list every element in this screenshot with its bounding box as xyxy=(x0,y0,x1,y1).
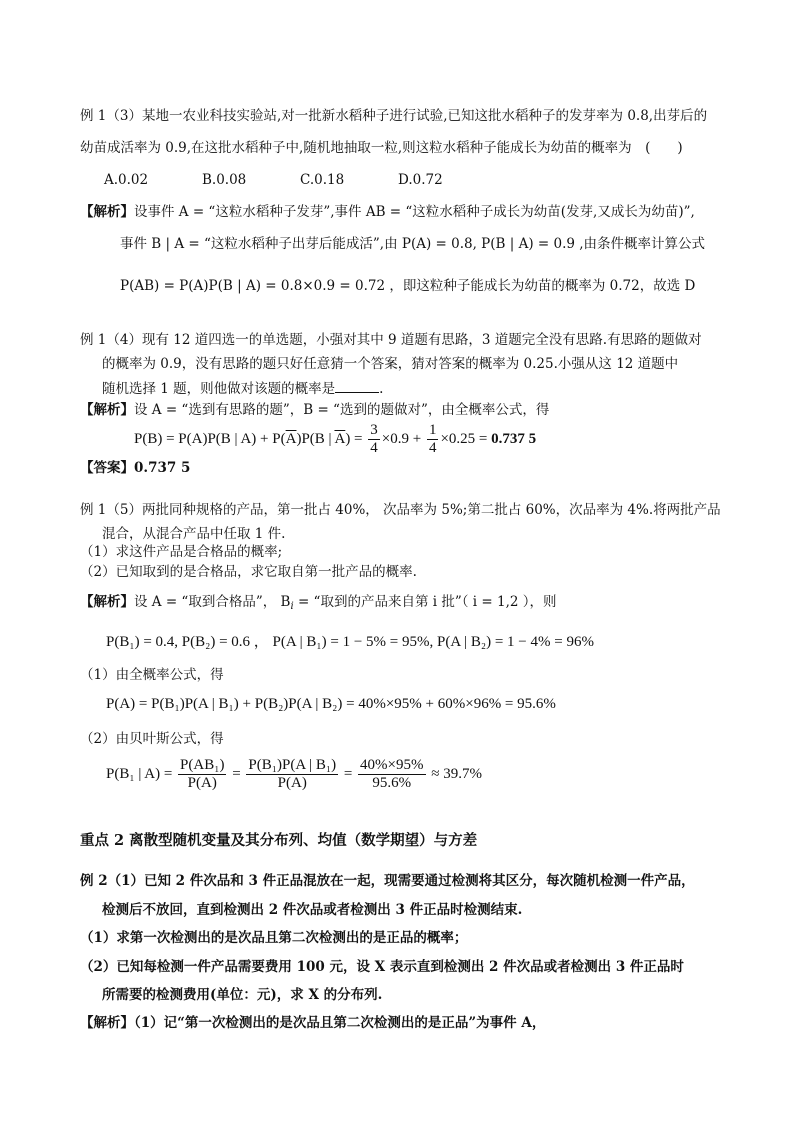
subscript-i: i xyxy=(290,601,294,612)
numerator: 3 xyxy=(370,422,378,439)
denominator: P(A) xyxy=(246,774,338,792)
complement-a: $\overline{A}$ xyxy=(285,431,297,447)
part1-label: （1）由全概率公式，得 xyxy=(80,667,224,683)
equals: = xyxy=(343,766,353,782)
ex1-4-answer xyxy=(80,459,190,477)
ex1-4-line3-text: 随机选择 1 题，则他做对该题的概率是 xyxy=(102,381,336,397)
choice-a: A.0.02 xyxy=(104,172,149,188)
solution-text: （1）记“第一次检测出的是次品且第二次检测出的是正品”为事件 A， xyxy=(134,1015,546,1031)
solution-tag: 【解析】 xyxy=(80,1015,134,1031)
numerator: 40%×95% xyxy=(360,757,424,774)
bayes-fraction-1 xyxy=(178,757,226,792)
ex1-5-question2: （2）已知取到的是合格品，求它取自第一批产品的概率. xyxy=(80,564,417,580)
ex1-4-solution-line1 xyxy=(80,401,549,419)
answer-blank xyxy=(335,379,379,393)
ex1-4-line3 xyxy=(102,379,383,398)
solution-text: 设 A = “取到合格品”， B xyxy=(134,594,291,610)
total-probability-result: P(A) = P(B₁)P(A | B₁) + P(B₂)P(A | B₂) = 40%×95% + 60%×96% = 95.6% xyxy=(106,696,556,712)
ex1-5-line2: 混合，从混合产品中任取 1 件. xyxy=(102,526,286,542)
ex1-3-solution-line2: 事件 B | A = “这粒水稻种子出芽后能成活”,由 P(A) = 0.8, P(B | A) = 0.9 ,由条件概率计算公式 xyxy=(120,236,706,252)
formula-part: P(B) = P(A)P(B | A) + P( xyxy=(134,431,286,447)
formula-part: ×0.25 = xyxy=(440,431,492,447)
complement-a: $\overline{A}$ xyxy=(334,431,346,447)
solution-tag: 【解析】 xyxy=(80,594,134,610)
ex1-4-line2: 的概率为 0.9，没有思路的题只好任意猜一个答案，猜对答案的概率为 0.25.小强从这 12 道题中 xyxy=(102,356,679,372)
bayes-formula xyxy=(106,756,482,792)
equals: = xyxy=(232,766,241,782)
ex2-1-line1: 例 2（1）已知 2 件次品和 3 件正品混放在一起，现需要通过检测将其区分，每次随机检测一件产品， xyxy=(80,873,695,889)
bayes-lhs: P(B₁ | A) = xyxy=(106,766,173,782)
choice-b: B.0.08 xyxy=(202,172,247,188)
ex2-1-question2-line1: （2）已知每检测一件产品需要费用 100 元，设 X 表示直到检测出 2 件次品或者检测出 3 件正品时 xyxy=(80,959,684,975)
bayes-result: ≈ 39.7% xyxy=(431,766,482,782)
bayes-fraction-3 xyxy=(358,757,425,792)
numerator: P(B₁)P(A | B₁) xyxy=(248,757,337,774)
ex2-1-question2-line2: 所需要的检测费用(单位：元)，求 X 的分布列. xyxy=(102,987,383,1003)
solution-text: = “取到的产品来自第 i 批”（ i = 1,2 ），则 xyxy=(293,594,557,610)
ex1-5-line1: 例 1（5）两批同种规格的产品，第一批占 40%， 次品率为 5%;第二批占 60%，次品率为 4%.将两批产品 xyxy=(80,502,721,518)
solution-tag: 【解析】 xyxy=(80,402,134,418)
ex1-4-line1: 例 1（4）现有 12 道四选一的单选题，小强对其中 9 道题有思路，3 道题完全没有思路.有思路的题做对 xyxy=(80,332,702,348)
formula-part: )P(B | xyxy=(296,431,335,447)
denominator: P(A) xyxy=(178,774,226,792)
ex2-1-solution xyxy=(80,1014,545,1032)
ex1-5-question1: （1）求这件产品是合格品的概率; xyxy=(80,544,283,560)
answer-value: 0.737 5 xyxy=(134,460,191,476)
numerator: P(AB₁) xyxy=(180,757,225,774)
part2-label: （2）由贝叶斯公式，得 xyxy=(80,731,224,747)
choice-d: D.0.72 xyxy=(398,172,443,188)
ex1-3-line2: 幼苗成活率为 0.9,在这批水稻种子中,随机地抽取一粒,则这粒水稻种子能成长为幼苗的概率为 ( ) xyxy=(80,140,683,156)
answer-tag: 【答案】 xyxy=(80,460,134,476)
section-heading: 重点 2 离散型随机变量及其分布列、均值（数学期望）与方差 xyxy=(80,832,478,849)
bayes-fraction-2 xyxy=(246,757,338,792)
solution-text: 设事件 A = “这粒水稻种子发芽”,事件 AB = “这粒水稻种子成长为幼苗(发芽,又成长为幼苗)”, xyxy=(134,204,695,220)
solution-text: 设 A = “选到有思路的题”，B = “选到的题做对”，由全概率公式，得 xyxy=(134,402,550,418)
ex2-1-line2: 检测后不放回，直到检测出 2 件次品或者检测出 3 件正品时检测结束. xyxy=(102,902,523,918)
ex1-3-choices xyxy=(104,171,496,189)
ex1-3-line1: 例 1（3）某地一农业科技实验站,对一批新水稻种子进行试验,已知这批水稻种子的发芽率为 0.8,出芽后的 xyxy=(80,108,708,124)
denominator: 4 xyxy=(428,440,437,457)
ex1-4-line3-end: . xyxy=(379,381,384,397)
choice-c: C.0.18 xyxy=(300,172,345,188)
ex1-3-solution-line3: P(AB) = P(A)P(B | A) = 0.8×0.9 = 0.72 ，即这粒种子能成长为幼苗的概率为 0.72，故选 D xyxy=(120,278,696,294)
total-probability-formula xyxy=(134,422,536,457)
given-probabilities: P(B₁) = 0.4, P(B₂) = 0.6 ， P(A | B₁) = 1 − 5% = 95%, P(A | B₂) = 1 − 4% = 96% xyxy=(106,634,594,650)
ex1-3-solution-line1 xyxy=(80,203,695,221)
formula-part: ×0.9 + xyxy=(381,431,425,447)
formula-part: ) = xyxy=(345,431,367,447)
ex2-1-question1: （1）求第一次检测出的是次品且第二次检测出的是正品的概率； xyxy=(80,930,468,946)
solution-tag: 【解析】 xyxy=(80,204,134,220)
ex1-5-solution-line1 xyxy=(80,593,557,616)
denominator: 95.6% xyxy=(358,774,425,792)
fraction-three-quarters xyxy=(368,422,380,457)
formula-result: 0.737 5 xyxy=(491,431,537,447)
denominator: 4 xyxy=(370,440,378,457)
fraction-one-quarter xyxy=(427,422,439,457)
numerator: 1 xyxy=(428,422,437,439)
